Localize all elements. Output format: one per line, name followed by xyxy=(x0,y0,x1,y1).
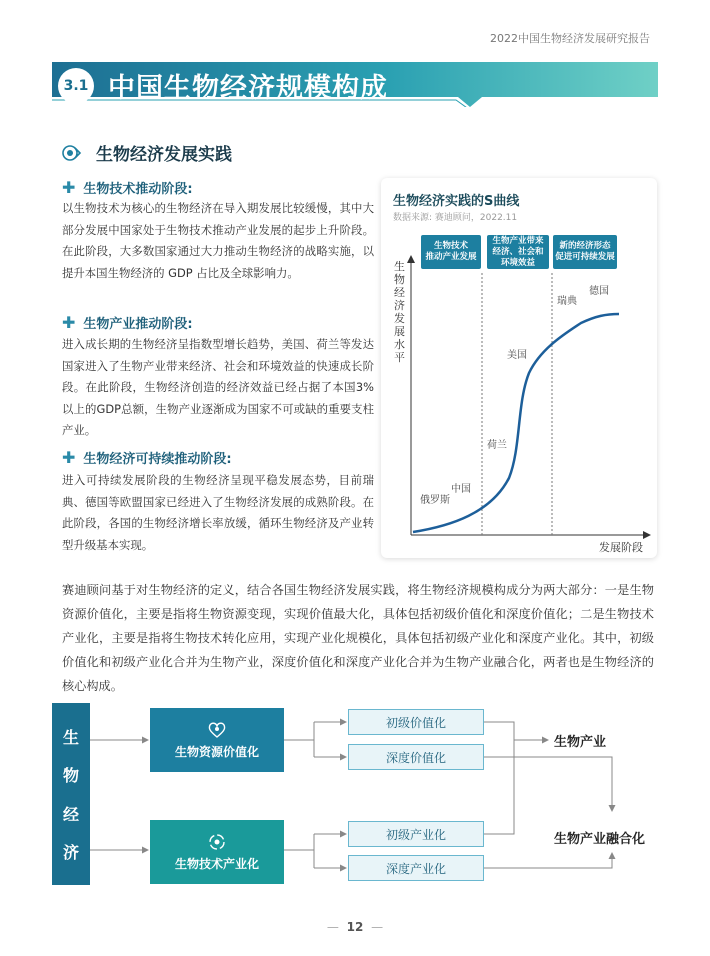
phase-line: 新的经济形态 xyxy=(559,241,611,251)
label-usa: 美国 xyxy=(507,350,527,361)
stage-body-1: 以生物技术为核心的生物经济在导入期发展比较缓慢，其中大部分发展中国家处于生物技术推动产业发展的起步上升阶段。在此阶段，大多数国家通过大力推动生物经济的战略实施，以提升本国生物经济的 GDP 占比及全球影响力。 xyxy=(62,201,374,280)
branch-label: 生物资源价值化 xyxy=(174,744,259,759)
section-title: 生物经济发展实践 xyxy=(96,145,232,165)
label-russia: 俄罗斯 xyxy=(420,495,450,506)
stage-title-label: 生物技术推动阶段: xyxy=(83,182,193,197)
leaf-deep-value: 深度价值化 xyxy=(348,744,484,770)
branch-tech-box xyxy=(150,820,284,884)
stage-title-label: 生物产业推动阶段: xyxy=(83,317,193,332)
root-box xyxy=(52,703,90,885)
y-axis-label: 生物经济发展水平 xyxy=(394,260,405,364)
page-number-area: — 12 — xyxy=(326,920,384,934)
phase-line: 促进可持续发展 xyxy=(555,252,615,262)
stage-body-2: 进入成长期的生物经济呈指数型增长趋势，美国、荷兰等发达国家进入了生物产业带来经济、社会和环境效益的快速成长阶段。在此阶段，生物经济创造的经济效益已经占据了本国3%以上的GDP总额，生物产业逐渐成为国家不可或缺的重要支柱产业。 xyxy=(62,337,374,437)
phase-line: 环境效益 xyxy=(500,257,535,268)
banner-number: 3.1 xyxy=(58,68,94,104)
root-char: 经 xyxy=(62,804,79,824)
x-axis-label: 发展阶段 xyxy=(599,541,643,554)
cycle-gear-icon xyxy=(207,833,227,851)
phase-line: 推动产业发展 xyxy=(425,252,477,262)
banner-title: 中国生物经济规模构成 xyxy=(108,73,388,104)
phase-line: 生物产业带来 xyxy=(492,235,544,246)
root-char: 生 xyxy=(62,727,79,747)
chart-source: 数据来源: 赛迪顾问，2022.11 xyxy=(393,213,518,223)
label-china: 中国 xyxy=(451,484,471,495)
plus-icon: ✚ xyxy=(62,313,76,332)
heart-hand-icon xyxy=(207,721,227,739)
label-sweden: 瑞典 xyxy=(557,296,577,307)
stage-title-2 xyxy=(62,313,193,332)
x-axis-arrow xyxy=(643,531,651,539)
plus-icon: ✚ xyxy=(62,178,76,197)
section-heading xyxy=(62,140,232,165)
branch-label: 生物技术产业化 xyxy=(174,856,259,871)
output-bio-integration: 生物产业融合化 xyxy=(554,832,646,847)
chart-title: 生物经济实践的S曲线 xyxy=(393,194,520,209)
phase-line: 经济、社会和 xyxy=(492,246,544,257)
stage-title-label: 生物经济可持续推动阶段: xyxy=(83,452,232,467)
s-curve-chart-card xyxy=(381,178,657,558)
label-germany: 德国 xyxy=(589,286,609,297)
label-netherlands: 荷兰 xyxy=(487,440,507,451)
leaf-deep-industry: 深度产业化 xyxy=(348,855,484,881)
plus-icon: ✚ xyxy=(62,448,76,467)
report-title: 2022中国生物经济发展研究报告 xyxy=(490,32,650,45)
stage-title-3 xyxy=(62,448,232,467)
target-icon xyxy=(62,143,82,163)
body-paragraph: 赛迪顾问基于对生物经济的定义，结合各国生物经济发展实践，将生物经济规模构成分为两大部分：一是生物资源价值化，主要是指将生物资源变现，实现价值最大化，具体包括初级价值化和深度价值化；二是生物技术产业化，主要是指将生物技术转化应用，实现产业化规模化，具体包括初级产业化和深度产业化。其中，初级价值化和初级产业化合并为生物产业，深度价值化和深度产业化合并为生物产业融合化，两者也是生物经济的核心构成。 xyxy=(62,583,654,693)
stage-body-3: 进入可持续发展阶段的生物经济呈现平稳发展态势，目前瑞典、德国等欧盟国家已经进入了生物经济发展的成熟阶段。在此阶段，各国的生物经济增长率放缓，循环生物经济及产业转型升级基本实现。 xyxy=(62,473,374,552)
root-char: 济 xyxy=(62,843,79,863)
output-bio-industry: 生物产业 xyxy=(554,735,607,750)
leaf-primary-industry: 初级产业化 xyxy=(348,821,484,847)
root-char: 物 xyxy=(62,766,79,786)
leaf-primary-value: 初级价值化 xyxy=(348,709,484,735)
composition-diagram xyxy=(52,703,662,885)
page-number: 12 xyxy=(346,920,364,934)
branch-resource-box xyxy=(150,708,284,772)
y-axis-arrow xyxy=(407,255,415,263)
phase-line: 生物技术 xyxy=(433,241,468,251)
stage-title-1 xyxy=(62,178,193,197)
